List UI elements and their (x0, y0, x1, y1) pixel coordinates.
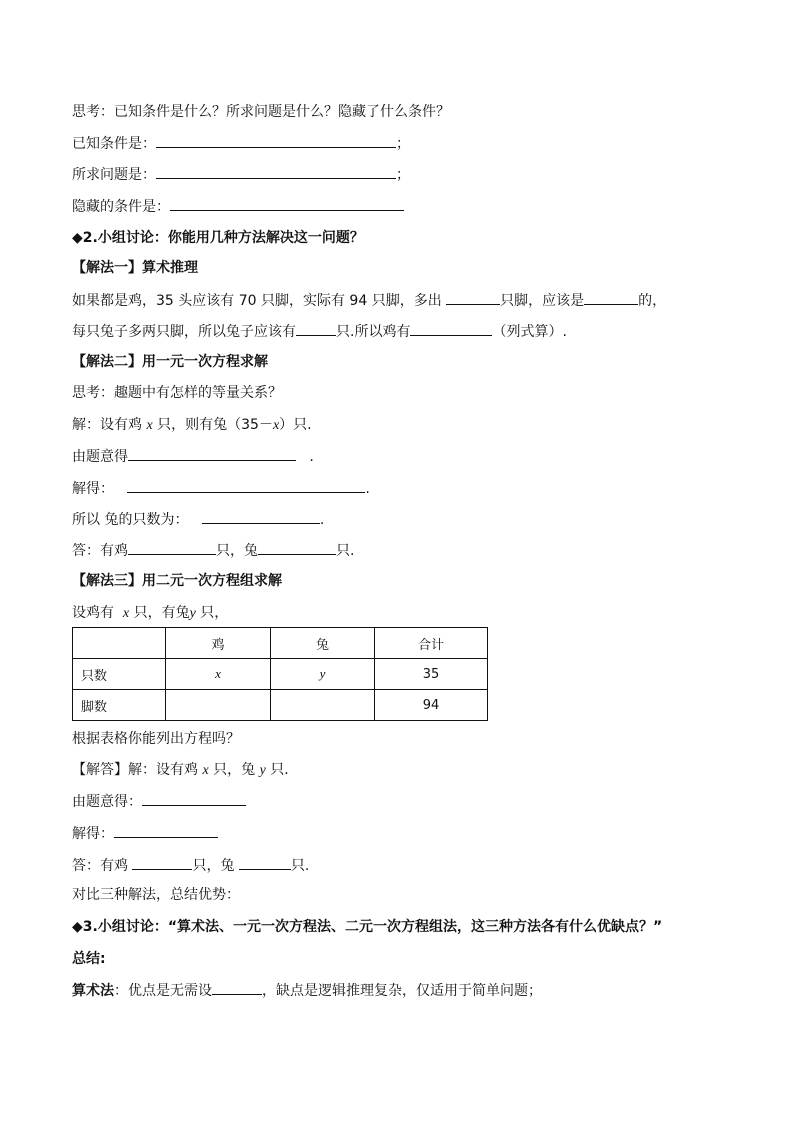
rabbits-label: 所以 兔的只数为： (72, 512, 189, 528)
table-cell: 脚数 (73, 690, 166, 721)
table-cell: y (271, 659, 375, 690)
method-1-text: 的， (638, 293, 667, 309)
method-1-text: 如果都是鸡，35 头应该有 70 只脚，实际有 94 只脚，多出 (72, 293, 442, 309)
answer-text: 答：有鸡 (72, 543, 128, 559)
arithmetic-summary-line (72, 980, 542, 1000)
answer-text: 只. (336, 543, 355, 559)
equation-label: 由题意得 (72, 449, 128, 465)
summary-label: 总结: (72, 951, 106, 967)
setup-text: 只，则有兔（35－ (157, 417, 273, 433)
method-2-title: 【解法二】用一元一次方程求解 (72, 354, 268, 370)
method-2-answer-line (72, 540, 354, 560)
method-2-rabbits-line (72, 509, 324, 529)
method-1-text: 只.所以鸡有 (336, 324, 411, 340)
solution-text: 只. (270, 762, 289, 778)
semicolon: ； (396, 167, 410, 183)
answer-chickens-blank[interactable] (132, 855, 192, 870)
asked-question-line (72, 164, 410, 184)
system-solve-blank[interactable] (114, 823, 218, 838)
table-row (73, 690, 488, 721)
table-cell-empty[interactable] (271, 690, 375, 721)
answer-rabbits-blank[interactable] (239, 855, 291, 870)
setup-text: 只，有兔 (133, 605, 190, 621)
setup-text: ）只. (279, 417, 312, 433)
known-conditions-line (72, 133, 410, 153)
period: . (319, 512, 325, 528)
setup-text: 解：设有鸡 (72, 417, 142, 433)
arithmetic-blank[interactable] (212, 980, 262, 995)
table-row (73, 659, 488, 690)
compare-prompt: 对比三种解法，总结优势： (72, 887, 240, 903)
solve-label: 解得： (72, 481, 114, 497)
period: . (365, 481, 370, 497)
answer-text: 答：有鸡 (72, 858, 128, 874)
think-question-2: 思考：趣题中有怎样的等量关系？ (72, 385, 282, 401)
table-cell-empty[interactable] (166, 690, 271, 721)
method-2-equation-line (72, 446, 314, 466)
table-cell: 35 (375, 659, 488, 690)
table-header-row (73, 628, 488, 659)
table-cell: 94 (375, 690, 488, 721)
solve-label: 解得： (72, 826, 114, 842)
hidden-conditions-line (72, 196, 404, 216)
solution-answer-line (72, 855, 309, 875)
answer-text: 只. (290, 858, 310, 874)
chicken-count-blank[interactable] (410, 321, 492, 336)
answer-text: 只，兔 (216, 543, 258, 559)
variable-y: y (189, 606, 196, 621)
known-conditions-label: 已知条件是： (72, 136, 156, 152)
equation-blank[interactable] (128, 446, 296, 461)
method-1-title: 【解法一】算术推理 (72, 260, 198, 276)
solution-text: 只，兔 (213, 762, 256, 778)
think-question-1: 思考：已知条件是什么？所求问题是什么？隐藏了什么条件？ (72, 104, 450, 120)
known-conditions-blank[interactable] (156, 133, 396, 148)
system-equation-blank[interactable] (142, 791, 246, 806)
arithmetic-label: 算术法 (72, 983, 114, 999)
answer-chickens-blank[interactable] (128, 540, 216, 555)
semicolon: ； (396, 136, 410, 152)
method-1-text: （列式算）. (492, 324, 567, 340)
solution-setup (72, 760, 289, 780)
period: . (309, 449, 314, 465)
method-2-setup (72, 415, 312, 435)
setup-text: 设鸡有 (72, 605, 114, 621)
setup-text: 只， (200, 605, 229, 621)
table-header-rabbit: 兔 (271, 628, 375, 659)
variable-x: x (122, 606, 130, 621)
asked-question-label: 所求问题是： (72, 167, 156, 183)
arithmetic-text: ：优点是无需设 (114, 983, 212, 999)
chicken-rabbit-table (72, 627, 488, 721)
rabbits-blank[interactable] (202, 509, 320, 524)
method-3-title: 【解法三】用二元一次方程组求解 (72, 573, 282, 589)
discussion-3-heading: ◆3.小组讨论：“算术法、一元一次方程法、二元一次方程组法，这三种方法各有什么优缺点？” (72, 919, 663, 935)
variable-x: x (146, 418, 153, 433)
hidden-conditions-label: 隐藏的条件是： (72, 199, 170, 215)
answer-text: 只，兔 (192, 858, 235, 874)
method-2-solve-line (72, 478, 370, 498)
table-header-total: 合计 (375, 628, 488, 659)
solve-blank[interactable] (127, 478, 365, 493)
table-question: 根据表格你能列出方程吗？ (72, 731, 240, 747)
table-cell (73, 628, 166, 659)
arithmetic-text: ，缺点是逻辑推理复杂，仅适用于简单问题； (262, 983, 542, 999)
method-1-line-2 (72, 321, 567, 341)
asked-question-blank[interactable] (156, 164, 396, 179)
variable-y: y (259, 763, 266, 778)
equation-label: 由题意得： (72, 794, 142, 810)
rabbit-count-blank[interactable] (296, 321, 336, 336)
discussion-2-heading: ◆2.小组讨论：你能用几种方法解决这一问题？ (72, 230, 364, 246)
variable-x: x (272, 418, 280, 433)
hidden-conditions-blank[interactable] (170, 196, 404, 211)
method-3-setup (72, 603, 228, 623)
answer-rabbits-blank[interactable] (258, 540, 336, 555)
should-be-blank[interactable] (584, 290, 638, 305)
variable-x: x (202, 763, 209, 778)
solution-equation-line (72, 791, 246, 811)
table-cell: 只数 (73, 659, 166, 690)
table-cell: x (166, 659, 271, 690)
method-1-text: 只脚，应该是 (500, 293, 585, 309)
method-1-line-1 (72, 290, 666, 310)
extra-feet-blank[interactable] (446, 290, 500, 305)
table-header-chicken: 鸡 (166, 628, 271, 659)
solution-text: 【解答】解：设有鸡 (72, 762, 198, 778)
method-1-text: 每只兔子多两只脚，所以兔子应该有 (72, 324, 296, 340)
solution-solve-line (72, 823, 218, 843)
